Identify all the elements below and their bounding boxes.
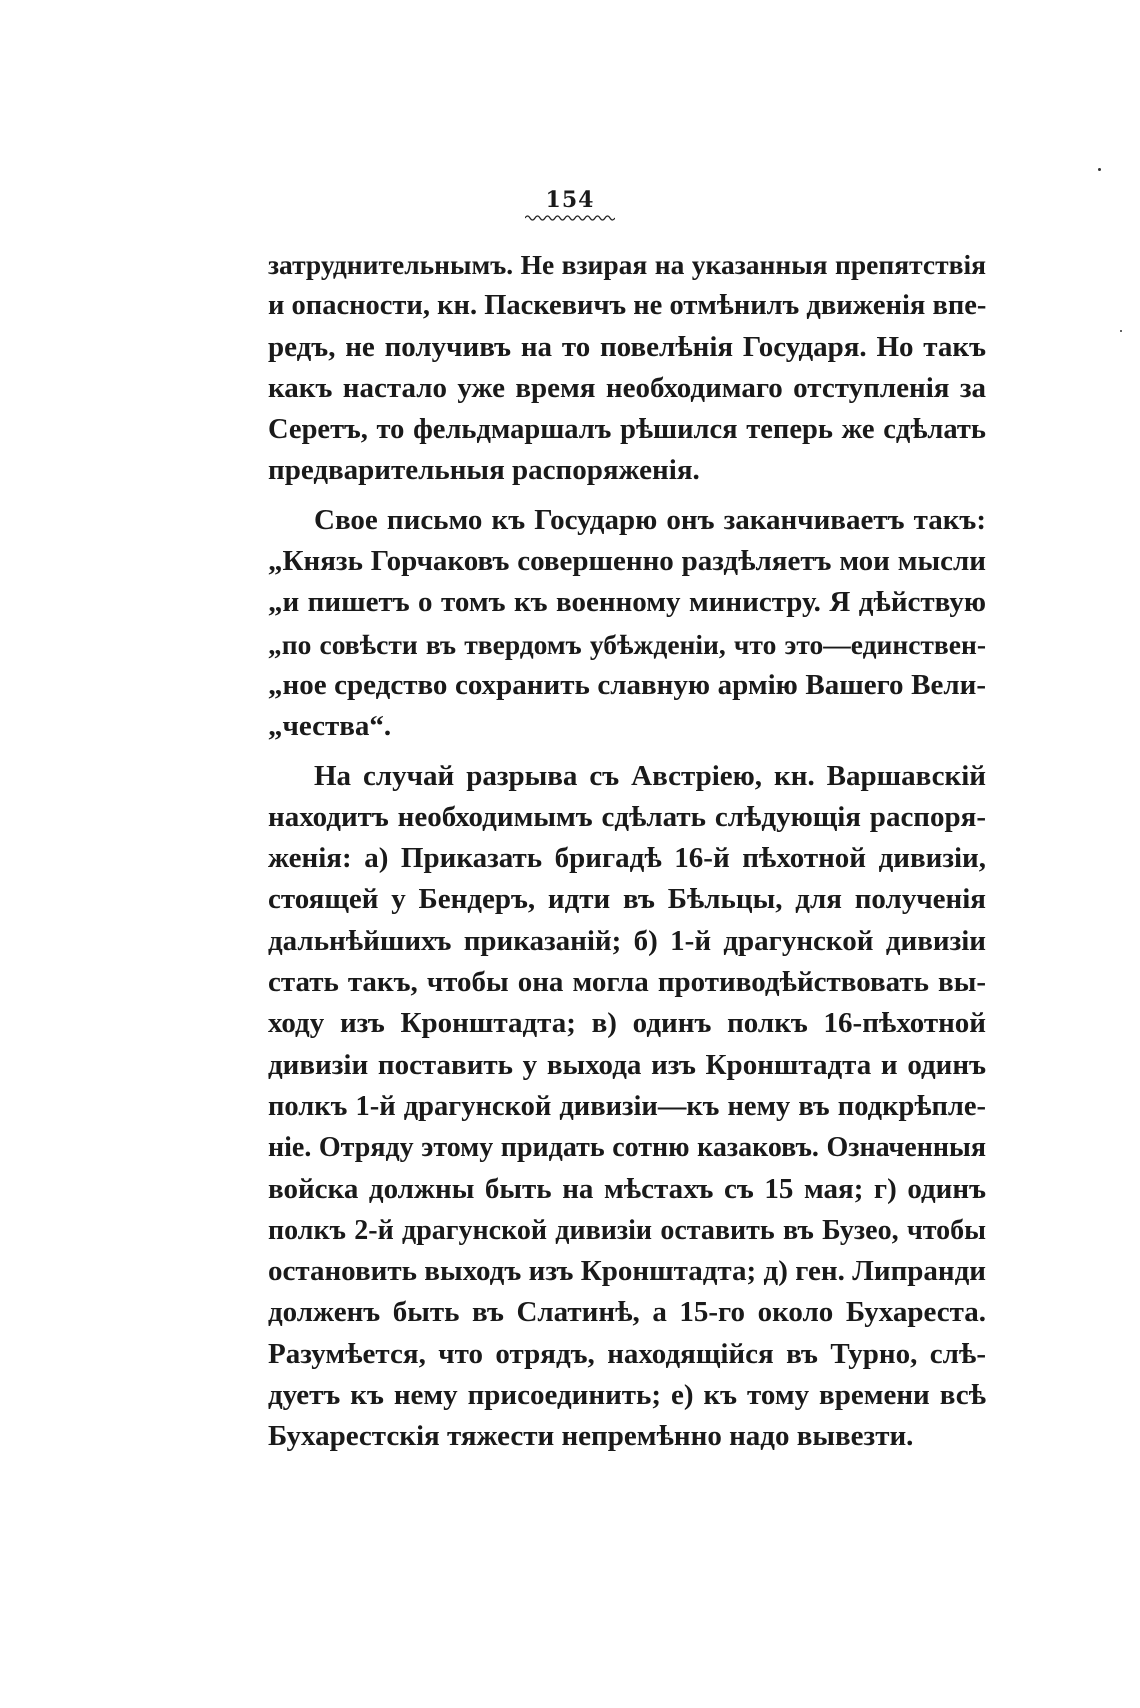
scan-speck <box>1120 330 1122 332</box>
text-line: „ное средство сохранить славную армію Вашего Вели- <box>268 668 986 701</box>
scan-speck <box>1098 168 1101 171</box>
text-line: Свое письмо къ Государю онъ заканчиваетъ такъ: <box>314 503 986 536</box>
body-text <box>268 244 986 1458</box>
paragraph <box>268 756 986 1458</box>
text-line: дуетъ къ нему присоединить; е) къ тому времени всѣ <box>268 1379 986 1412</box>
text-line: Разумѣется, что отрядъ, находящійся въ Турно, слѣ- <box>268 1337 986 1370</box>
text-line: долженъ быть въ Слатинѣ, а 15-го около Бухареста. <box>268 1296 986 1329</box>
text-line: полкъ 1-й драгунской дивизіи—къ нему въ подкрѣпле- <box>268 1090 986 1122</box>
text-line: женія: а) Приказать бригадѣ 16-й пѣхотной дивизіи, <box>268 842 986 875</box>
text-line: какъ настало уже время необходимаго отступленія за <box>268 371 986 404</box>
page-number: 154 <box>545 187 595 213</box>
text-line: ніе. Отряду этому придать сотню казаковъ. Означенныя <box>268 1132 986 1164</box>
text-line: находитъ необходимымъ сдѣлать слѣдующія распоря- <box>268 800 986 833</box>
text-line: полкъ 2-й драгунской дивизіи оставить въ Бузео, чтобы <box>268 1214 986 1246</box>
text-line: стоящей у Бендеръ, идти въ Бѣльцы, для полученія <box>268 883 986 916</box>
text-line: дивизіи поставить у выхода изъ Кронштадта и одинъ <box>268 1048 986 1081</box>
text-line: На случай разрыва съ Австріею, кн. Варшавскій <box>314 759 986 792</box>
wavy-rule-ornament <box>525 214 615 222</box>
text-line: Серетъ, то фельдмаршалъ рѣшился теперь же сдѣлать <box>268 414 986 446</box>
text-line: дальнѣйшихъ приказаній; б) 1-й драгунской дивизіи <box>268 924 986 957</box>
text-line: затруднительнымъ. Не взирая на указанныя препятствія <box>268 249 986 280</box>
text-line: предварительныя распоряженія. <box>268 454 700 487</box>
text-line: „чества“. <box>268 710 392 743</box>
text-line: ходу изъ Кронштадта; в) одинъ полкъ 16-пѣхотной <box>268 1007 986 1040</box>
text-line: „Князь Горчаковъ совершенно раздѣляетъ мои мысли <box>268 545 986 578</box>
text-line: „и пишетъ о томъ къ военному министру. Я дѣйствую <box>268 586 986 619</box>
paragraph <box>268 244 986 492</box>
text-line: „по совѣсти въ твердомъ убѣжденіи, что это—единствен- <box>268 628 986 660</box>
text-line: остановить выходъ изъ Кронштадта; д) ген. Липранди <box>268 1255 986 1288</box>
text-line: редъ, не получивъ на то повелѣнія Государя. Но такъ <box>268 330 986 363</box>
text-line: войска должны быть на мѣстахъ съ 15 мая; г) одинъ <box>268 1172 986 1205</box>
page-header <box>0 188 1140 222</box>
text-line: и опасности, кн. Паскевичъ не отмѣнилъ движенія впе- <box>268 290 987 322</box>
text-line: Бухарестскія тяжести непремѣнно надо вывезти. <box>268 1420 914 1453</box>
paragraph <box>268 500 986 748</box>
text-line: стать такъ, чтобы она могла противодѣйствовать вы- <box>268 966 986 999</box>
